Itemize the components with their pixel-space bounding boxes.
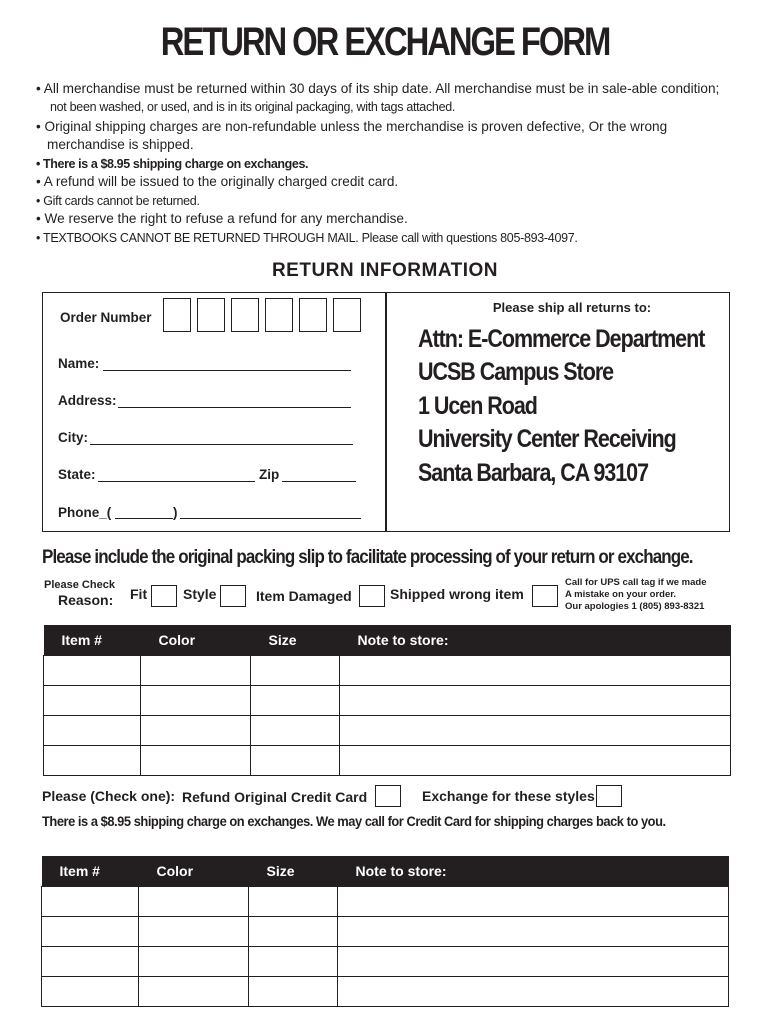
zip-field[interactable] [282,481,356,482]
order-digit-box[interactable] [231,298,259,332]
item-cell[interactable] [42,947,139,977]
ship-address-line: UCSB Campus Store [418,358,614,386]
table-header-row [42,856,729,887]
fit-label: Fit [130,586,148,602]
color-cell[interactable] [141,686,251,716]
zip-label: Zip [259,467,280,482]
ship-address-line: 1 Ucen Road [418,392,537,420]
ship-address-line: Santa Barbara, CA 93107 [418,459,649,487]
color-cell[interactable] [141,716,251,746]
refund-checkbox[interactable] [375,785,401,807]
ups-note-line: Call for UPS call tag if we made [565,577,707,588]
note-cell[interactable] [338,887,729,917]
size-cell[interactable] [249,947,338,977]
item-cell[interactable] [44,716,141,746]
name-field[interactable] [103,370,351,371]
size-cell[interactable] [249,917,338,947]
rule-line: not been washed, or used, and is in its original packaging, with tags attached. [50,100,456,114]
item-cell[interactable] [42,887,139,917]
please-check-label: Please Check [44,579,115,591]
item-cell[interactable] [42,977,139,1007]
order-number-label: Order Number [60,310,152,325]
size-cell[interactable] [251,746,340,776]
exchange-checkbox[interactable] [596,785,622,807]
rule-line: • Gift cards cannot be returned. [36,194,200,208]
table-row [44,656,731,686]
item-number-header: Item # [42,856,139,887]
reason-label: Reason: [58,592,114,608]
color-header: Color [139,856,249,887]
note-header: Note to store: [340,625,731,656]
size-cell[interactable] [249,887,338,917]
size-cell[interactable] [251,656,340,686]
note-cell[interactable] [338,917,729,947]
color-cell[interactable] [141,746,251,776]
order-digit-box[interactable] [333,298,361,332]
item-cell[interactable] [44,746,141,776]
name-label: Name: [58,356,100,371]
style-checkbox[interactable] [220,585,246,607]
size-cell[interactable] [249,977,338,1007]
ups-note-line: A mistake on your order. [565,589,677,600]
shipped-wrong-label: Shipped wrong item [390,586,524,602]
table-row [42,887,729,917]
box-divider [385,292,387,532]
color-cell[interactable] [141,656,251,686]
order-digit-box[interactable] [299,298,327,332]
color-cell[interactable] [139,887,249,917]
phone-area-code-field[interactable] [115,518,173,519]
ship-returns-heading: Please ship all returns to: [492,300,652,315]
order-digit-box[interactable] [265,298,293,332]
order-digit-box[interactable] [197,298,225,332]
note-cell[interactable] [340,686,731,716]
color-cell[interactable] [139,917,249,947]
table-row [42,947,729,977]
note-cell[interactable] [340,656,731,686]
note-header: Note to store: [338,856,729,887]
exchange-items-table [41,856,729,1007]
order-digit-box[interactable] [163,298,191,332]
item-cell[interactable] [44,656,141,686]
address-field[interactable] [118,407,351,408]
item-damaged-checkbox[interactable] [359,585,385,607]
rule-line: merchandise is shipped. [47,137,194,152]
color-cell[interactable] [139,947,249,977]
packing-slip-note: Please include the original packing slip to facilitate processing of your return or exchange. [42,546,693,568]
rule-line: • We reserve the right to refuse a refund for any merchandise. [36,211,408,226]
ship-address-line: Attn: E-Commerce Department [418,325,705,353]
rule-line: • Original shipping charges are non-refundable unless the merchandise is proven defective, Or the wrong [36,119,668,134]
state-label: State: [58,467,96,482]
style-label: Style [183,586,217,602]
rule-line: • All merchandise must be returned within 30 days of its ship date. All merchandise must be in sale-able condition; [36,81,720,96]
note-cell[interactable] [338,947,729,977]
size-header: Size [249,856,338,887]
phone-number-field[interactable] [180,518,361,519]
address-label: Address: [58,393,117,408]
size-cell[interactable] [251,716,340,746]
phone-paren: ) [173,505,178,520]
return-items-table [43,625,731,776]
note-cell[interactable] [340,746,731,776]
ups-note-line: Our apologies 1 (805) 893-8321 [565,601,705,612]
rule-line: • TEXTBOOKS CANNOT BE RETURNED THROUGH MAIL. Please call with questions 805-893-4097. [36,231,578,245]
table-row [44,716,731,746]
check-one-label: Please (Check one): [42,788,176,804]
state-field[interactable] [98,481,255,482]
size-cell[interactable] [251,686,340,716]
ship-address-line: University Center Receiving [418,425,676,453]
refund-label: Refund Original Credit Card [182,789,368,805]
table-row [44,686,731,716]
item-cell[interactable] [44,686,141,716]
color-header: Color [141,625,251,656]
city-label: City: [58,430,88,445]
item-cell[interactable] [42,917,139,947]
fit-checkbox[interactable] [151,585,177,607]
exchange-shipping-note: There is a $8.95 shipping charge on exchanges. We may call for Credit Card for shipping charges back to you. [42,813,666,829]
rule-line: • A refund will be issued to the originally charged credit card. [36,174,399,189]
form-title: RETURN OR EXCHANGE FORM [160,20,610,64]
size-header: Size [251,625,340,656]
color-cell[interactable] [139,977,249,1007]
note-cell[interactable] [340,716,731,746]
rule-line: • There is a $8.95 shipping charge on exchanges. [36,157,309,171]
item-damaged-label: Item Damaged [256,588,352,604]
note-cell[interactable] [338,977,729,1007]
item-number-header: Item # [44,625,141,656]
table-header-row [44,625,731,656]
return-info-heading: RETURN INFORMATION [271,260,499,281]
city-field[interactable] [90,444,353,445]
table-row [42,977,729,1007]
table-row [42,917,729,947]
phone-label: Phone_( [58,505,112,520]
exchange-label: Exchange for these styles [422,788,595,804]
shipped-wrong-checkbox[interactable] [532,585,558,607]
table-row [44,746,731,776]
